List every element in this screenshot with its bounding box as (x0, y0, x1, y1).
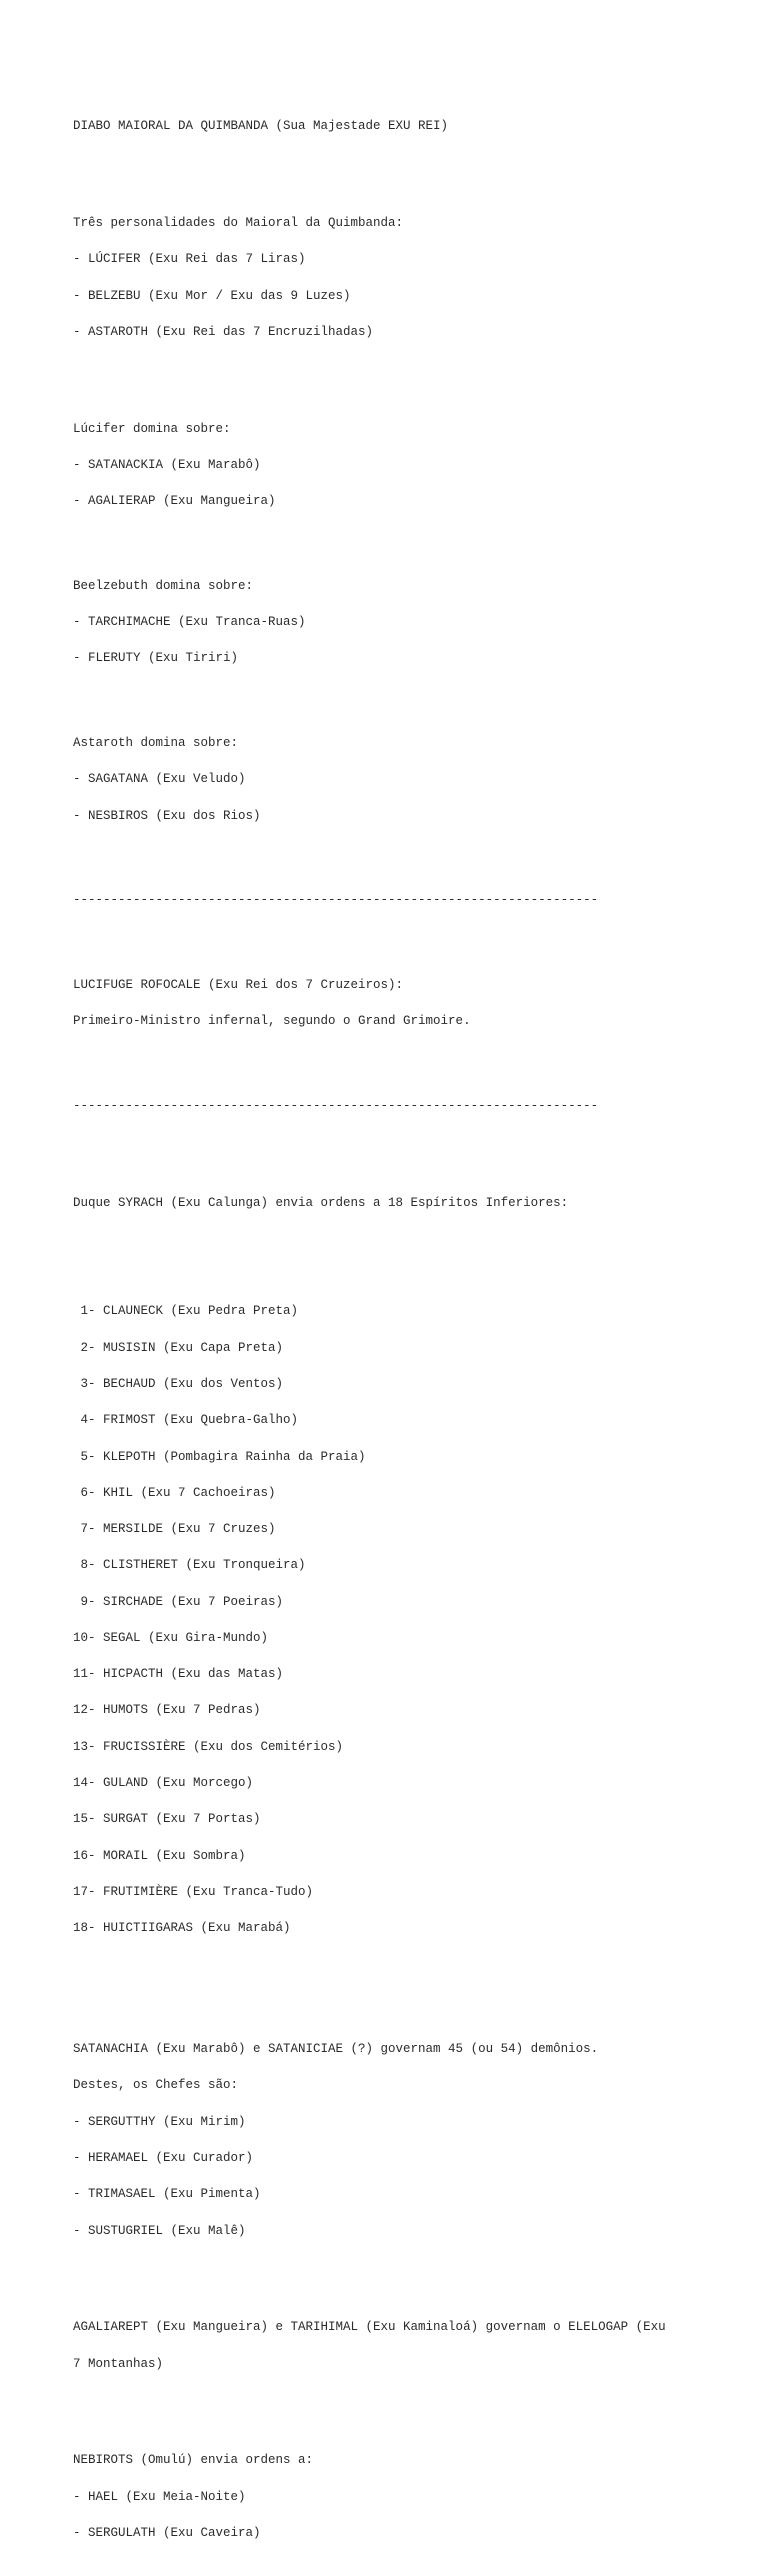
list-item: 15- SURGAT (Exu 7 Portas) (73, 1812, 261, 1827)
list-item: 8- CLISTHERET (Exu Tronqueira) (73, 1558, 306, 1573)
satanachia-text: Destes, os Chefes são: (73, 2078, 239, 2093)
spacer (73, 858, 753, 870)
beelzebuth-item: - FLERUTY (Exu Tiriri) (73, 651, 239, 666)
personalidades-item: - ASTAROTH (Exu Rei das 7 Encruzilhadas) (73, 324, 374, 339)
syrach-list (73, 1281, 753, 1958)
list-item: 18- HUICTIIGARAS (Exu Marabá) (73, 1921, 291, 1936)
satanachia-heading: SATANACHIA (Exu Marabô) e SATANICIAE (?) governam 45 (ou 54) demônios. (73, 2042, 599, 2057)
satanachia-item: - SUSTUGRIEL (Exu Malê) (73, 2223, 246, 2238)
lucifer-item: - AGALIERAP (Exu Mangueira) (73, 494, 276, 509)
list-item: 11- HICPACTH (Exu das Matas) (73, 1667, 284, 1682)
lucifer-item: - SATANACKIA (Exu Marabô) (73, 457, 261, 472)
list-item: 7- MERSILDE (Exu 7 Cruzes) (73, 1522, 276, 1537)
beelzebuth-heading: Beelzebuth domina sobre: (73, 578, 254, 593)
lucifuge-text: Primeiro-Ministro infernal, segundo o Grand Grimoire. (73, 1014, 471, 1029)
document-title: DIABO MAIORAL DA QUIMBANDA (Sua Majestade EXU REI) (73, 119, 449, 134)
nebirots-item: - HAEL (Exu Meia-Noite) (73, 2489, 246, 2504)
lucifer-heading: Lúcifer domina sobre: (73, 421, 231, 436)
list-item: 4- FRIMOST (Exu Quebra-Galho) (73, 1413, 299, 1428)
astaroth-heading: Astaroth domina sobre: (73, 735, 239, 750)
spacer (73, 1064, 753, 1076)
spacer (73, 943, 753, 955)
agaliarept-text: 7 Montanhas) (73, 2356, 164, 2371)
list-item: 5- KLEPOTH (Pombagira Rainha da Praia) (73, 1449, 366, 1464)
spacer (73, 701, 753, 713)
list-item: 13- FRUCISSIÈRE (Exu dos Cemitérios) (73, 1739, 344, 1754)
spacer (73, 2406, 753, 2430)
astaroth-item: - NESBIROS (Exu dos Rios) (73, 808, 261, 823)
document-page (73, 96, 753, 2551)
list-item: 12- HUMOTS (Exu 7 Pedras) (73, 1703, 261, 1718)
satanachia-item: - HERAMAEL (Exu Curador) (73, 2150, 254, 2165)
spacer (73, 1995, 753, 2019)
spacer (73, 1148, 753, 1172)
lucifuge-heading: LUCIFUGE ROFOCALE (Exu Rei dos 7 Cruzeiros): (73, 977, 404, 992)
syrach-intro: Duque SYRACH (Exu Calunga) envia ordens a 18 Espíritos Inferiores: (73, 1195, 569, 1210)
list-item: 6- KHIL (Exu 7 Cachoeiras) (73, 1485, 276, 1500)
list-item: 9- SIRCHADE (Exu 7 Poeiras) (73, 1594, 284, 1609)
spacer (73, 1245, 753, 1257)
list-item: 3- BECHAUD (Exu dos Ventos) (73, 1376, 284, 1391)
personalidades-item: - LÚCIFER (Exu Rei das 7 Liras) (73, 252, 306, 267)
satanachia-item: - TRIMASAEL (Exu Pimenta) (73, 2187, 261, 2202)
agaliarept-text: AGALIAREPT (Exu Mangueira) e TARIHIMAL (Exu Kaminaloá) governam o ELELOGAP (Exu (73, 2320, 666, 2335)
divider-line: ---------------------------------------------------------------------- (73, 1098, 599, 1113)
spacer (73, 543, 753, 555)
list-item: 1- CLAUNECK (Exu Pedra Preta) (73, 1304, 299, 1319)
spacer (73, 374, 753, 398)
beelzebuth-item: - TARCHIMACHE (Exu Tranca-Ruas) (73, 615, 306, 630)
list-item: 2- MUSISIN (Exu Capa Preta) (73, 1340, 284, 1355)
list-item: 17- FRUTIMIÈRE (Exu Tranca-Tudo) (73, 1884, 314, 1899)
list-item: 10- SEGAL (Exu Gira-Mundo) (73, 1630, 269, 1645)
spacer (73, 169, 753, 193)
nebirots-item: - SERGULATH (Exu Caveira) (73, 2525, 261, 2540)
nebirots-heading: NEBIROTS (Omulú) envia ordens a: (73, 2453, 314, 2468)
list-item: 16- MORAIL (Exu Sombra) (73, 1848, 246, 1863)
astaroth-item: - SAGATANA (Exu Veludo) (73, 772, 246, 787)
list-item: 14- GULAND (Exu Morcego) (73, 1776, 254, 1791)
satanachia-item: - SERGUTTHY (Exu Mirim) (73, 2114, 246, 2129)
spacer (73, 2273, 753, 2297)
divider-line: ---------------------------------------------------------------------- (73, 893, 599, 908)
personalidades-item: - BELZEBU (Exu Mor / Exu das 9 Luzes) (73, 288, 351, 303)
personalidades-heading: Três personalidades do Maioral da Quimbanda: (73, 215, 404, 230)
